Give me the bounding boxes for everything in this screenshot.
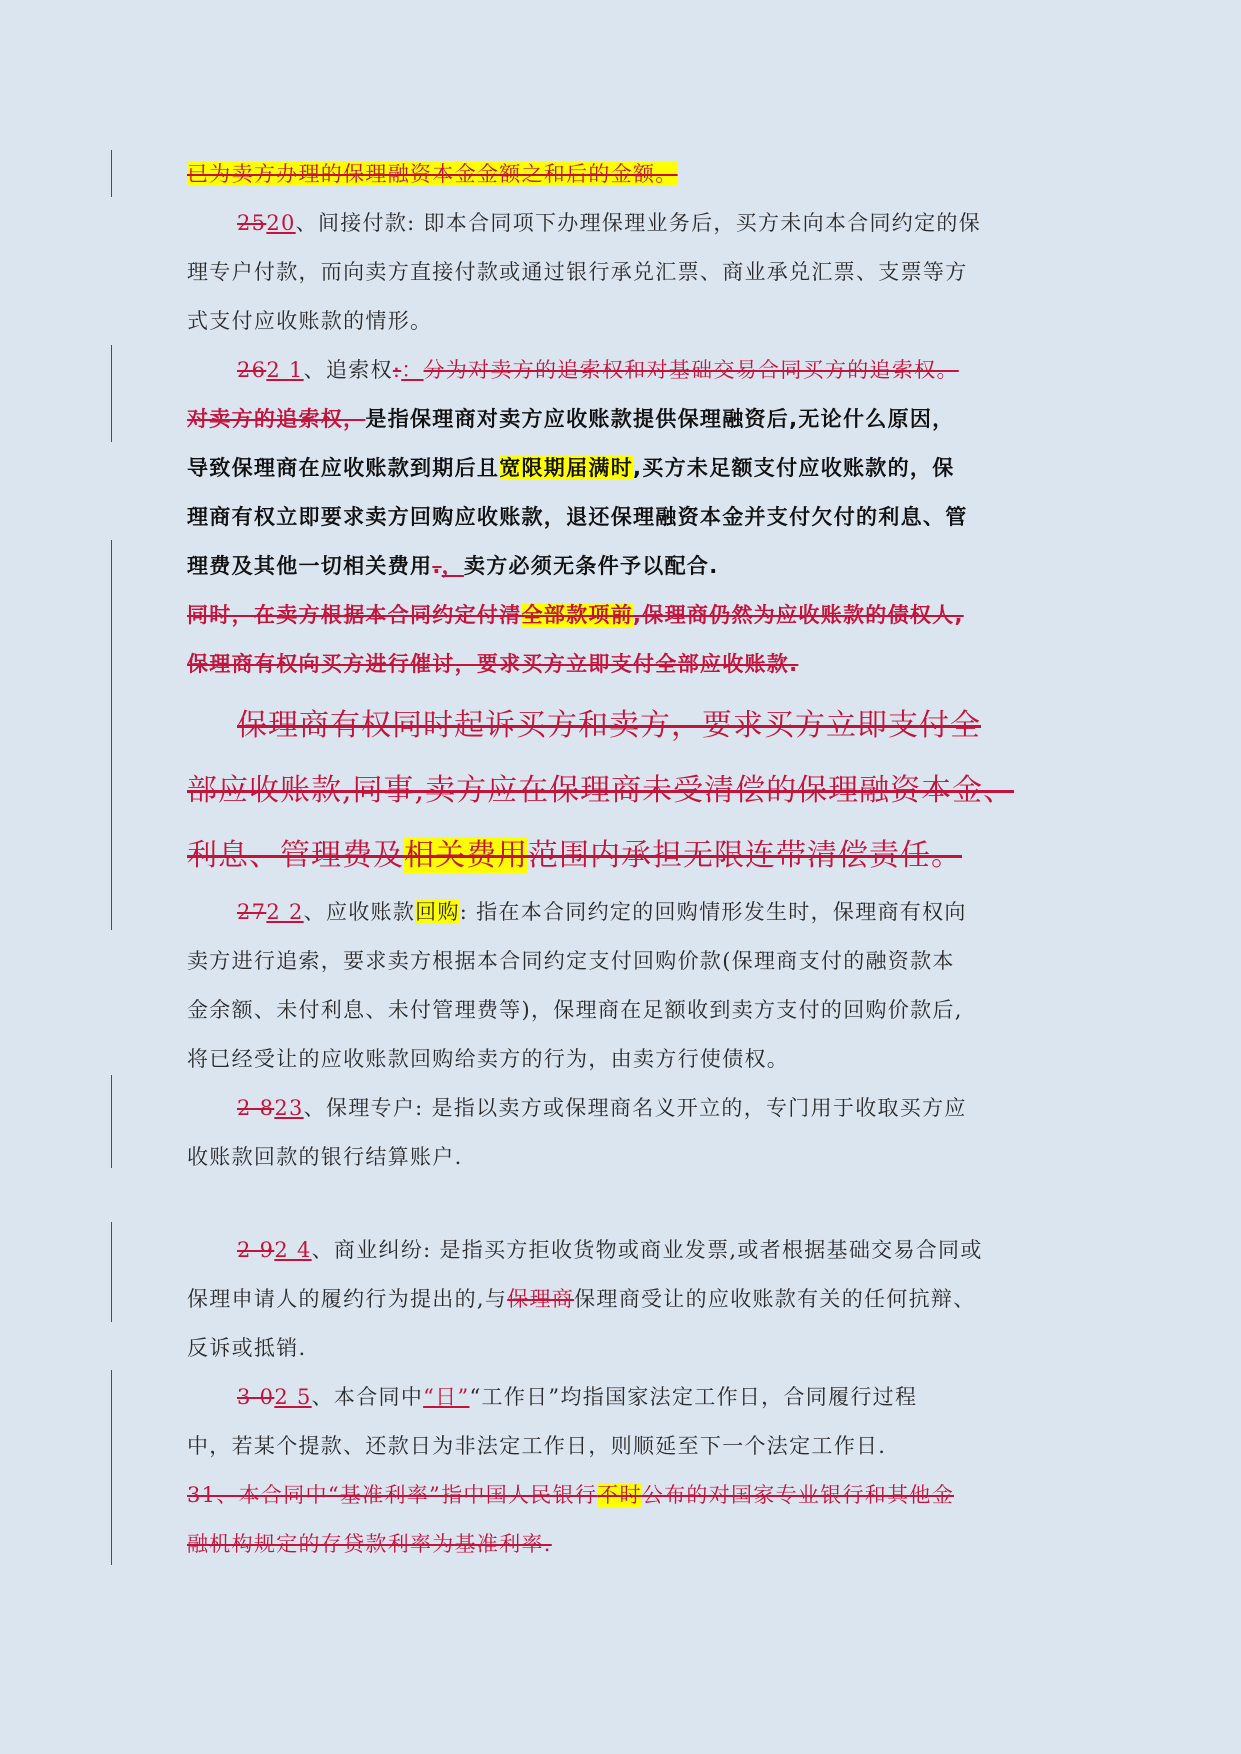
- empty-paragraph: [187, 1182, 1053, 1226]
- clause-21-line: 对卖方的追索权，是指保理商对卖方应收账款提供保理融资后,无论什么原因，: [187, 407, 955, 431]
- clause-24-line: 2 92 4、商业纠纷: 是指买方拒收货物或商业发票,或者根据基础交易合同或: [237, 1238, 983, 1262]
- clause-number-deleted: 3 0: [237, 1385, 275, 1409]
- clause-20-line: 2520、间接付款: 即本合同项下办理保理业务后，买方未向本合同约定的保: [237, 211, 982, 235]
- change-bar: [111, 1222, 112, 1322]
- change-bar: [111, 150, 112, 197]
- change-bar: [111, 345, 112, 442]
- clause-number-inserted: 23: [274, 1096, 304, 1120]
- clause-22-line: 金余额、未付利息、未付管理费等)，保理商在足额收到卖方支付的回购价款后,: [187, 998, 963, 1022]
- clause-24-line: 保理申请人的履约行为提出的,与保理商保理商受让的应收账款有关的任何抗辩、: [187, 1287, 976, 1311]
- change-bar: [111, 1075, 112, 1168]
- clause-21-line: 262 1、追索权:：分为对卖方的追索权和对基础交易合同买方的追索权。: [237, 358, 959, 382]
- clause-21-line: 理商有权立即要求卖方回购应收账款，退还保理融资本金并支付欠付的利息、管: [187, 505, 968, 529]
- deleted-line: 融机构规定的存贷款利率为基准利率.: [187, 1532, 552, 1556]
- clause-25-line: 中，若某个提款、还款日为非法定工作日，则顺延至下一个法定工作日.: [187, 1434, 887, 1458]
- clause-25-line: 3 02 5、本合同中“日”“工作日”均指国家法定工作日，合同履行过程: [237, 1385, 918, 1409]
- clause-20-line: 式支付应收账款的情形。: [187, 309, 433, 333]
- clause-number-inserted: 2 2: [266, 900, 304, 924]
- clause-23-line: 收账款回款的银行结算账户.: [187, 1145, 463, 1169]
- clause-number-inserted: 2 5: [274, 1385, 312, 1409]
- document-body: [187, 150, 1053, 1569]
- clause-22-line: 将已经受让的应收账款回购给卖方的行为，由卖方行使债权。: [187, 1047, 790, 1071]
- clause-number-deleted: 2 8: [237, 1096, 275, 1120]
- clause-number-inserted: 20: [266, 211, 296, 235]
- clause-number-deleted: 2 9: [237, 1238, 275, 1262]
- change-bar: [111, 1370, 112, 1565]
- clause-22-line: 卖方进行追索，要求卖方根据本合同约定支付回购价款(保理商支付的融资款本: [187, 949, 955, 973]
- clause-23-line: 2 823、保理专户: 是指以卖方或保理商名义开立的，专门用于收取买方应: [237, 1096, 967, 1120]
- change-bar: [111, 540, 112, 930]
- clause-number-deleted: 25: [237, 211, 267, 235]
- clause-number-inserted: 2 4: [274, 1238, 312, 1262]
- deleted-line: 已为卖方办理的保理融资本金金额之和后的金额。: [187, 162, 678, 186]
- clause-21-line: 理费及其他一切相关费用.，卖方必须无条件予以配合.: [187, 554, 719, 578]
- clause-24-line: 反诉或抵销.: [187, 1336, 307, 1360]
- clause-number-deleted: 26: [237, 358, 267, 382]
- clause-20-line: 理专户付款，而向卖方直接付款或通过银行承兑汇票、商业承兑汇票、支票等方: [187, 260, 968, 284]
- deleted-line: 部应收账款,同事,卖方应在保理商未受清偿的保理融资本金、: [187, 773, 1015, 808]
- deleted-line: 31、本合同中“基准利率”指中国人民银行不时公布的对国家专业银行和其他金: [187, 1483, 955, 1507]
- clause-22-line: 272 2、应收账款回购: 指在本合同约定的回购情形发生时，保理商有权向: [237, 900, 967, 924]
- clause-number-inserted: 2 1: [266, 358, 304, 382]
- clause-21-line: 导致保理商在应收账款到期后且宽限期届满时,买方未足额支付应收账款的，保: [187, 456, 955, 480]
- deleted-line: 保理商有权同时起诉买方和卖方，要求买方立即支付全: [237, 708, 981, 743]
- deleted-line: 利息、管理费及相关费用范围内承担无限连带清偿责任。: [187, 838, 962, 873]
- deleted-line: 保理商有权向买方进行催讨，要求买方立即支付全部应收账款.: [187, 652, 799, 676]
- deleted-line: 同时，在卖方根据本合同约定付清全部款项前,保理商仍然为应收账款的债权人,: [187, 603, 964, 627]
- clause-number-deleted: 27: [237, 900, 267, 924]
